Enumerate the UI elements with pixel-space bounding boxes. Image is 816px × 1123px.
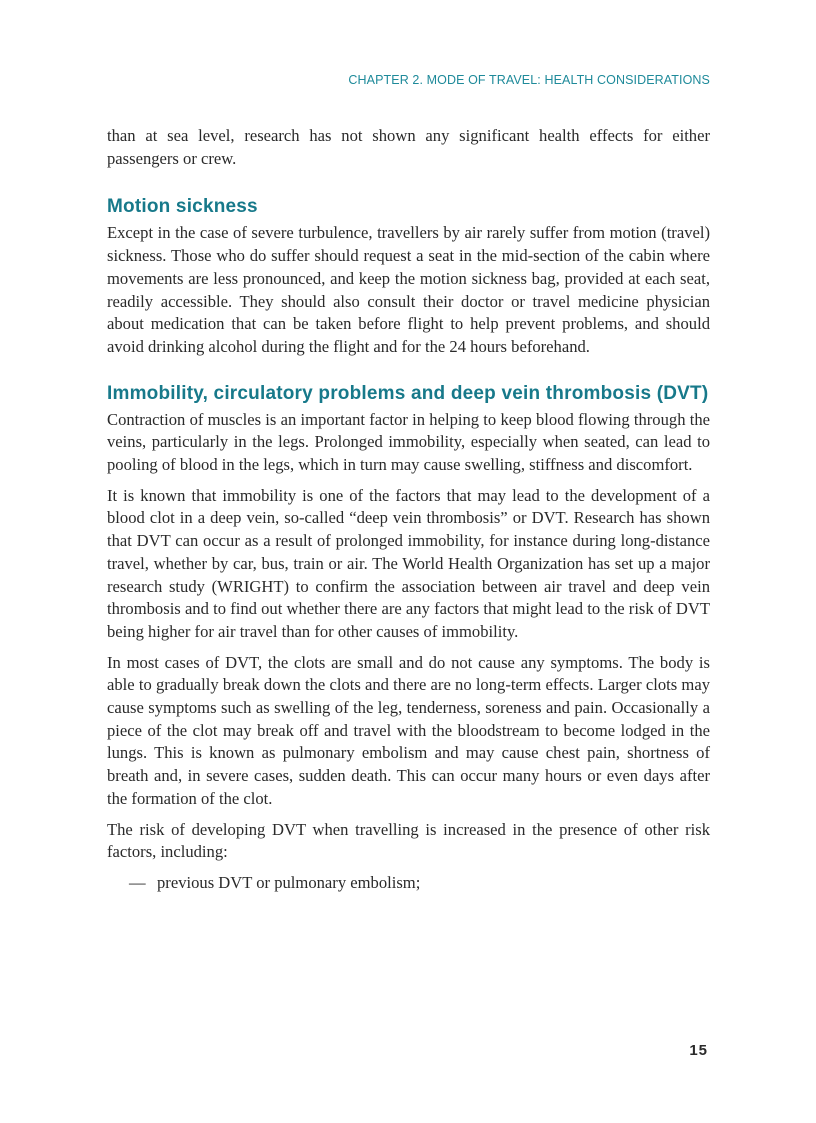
section-heading-dvt: Immobility, circulatory problems and deep vein thrombosis (DVT) [107, 382, 709, 404]
motion-sickness-paragraph: Except in the case of severe turbulence, travellers by air rarely suffer from motion (travel) sickness. Those who do suffer should request a seat in the mid-section of the cabin where movements are less pronounced, and keep the motion sickness bag, provided at each seat, readily accessible. They should also consult their doctor or travel medicine physician about medication that can be taken before flight to help prevent problems, and should avoid drinking alcohol during the flight and for the 24 hours beforehand. [107, 223, 710, 356]
list-item-text: previous DVT or pulmonary embolism; [157, 872, 421, 892]
dvt-paragraph-4: The risk of developing DVT when travelling is increased in the presence of other risk factors, including: [107, 819, 710, 862]
page-number: 15 [689, 1042, 708, 1059]
dvt-paragraph-3: In most cases of DVT, the clots are small and do not cause any symptoms. The body is able to gradually break down the clots and there are no long-term effects. Larger clots may cause symptoms such as swelling of the leg, tenderness, soreness and pain. Occasionally a piece of the clot may break off and travel with the bloodstream to become lodged in the lungs. This is known as pulmonary embolism and may cause chest pain, shortness of breath and, in severe cases, sudden death. This can occur many hours or even days after the formation of the clot. [107, 652, 710, 808]
page-body [107, 125, 710, 895]
running-header: CHAPTER 2. MODE OF TRAVEL: HEALTH CONSIDERATIONS [348, 73, 710, 87]
list-item [107, 872, 710, 895]
dvt-paragraph-1: Contraction of muscles is an important factor in helping to keep blood flowing through the veins, particularly in the legs. Prolonged immobility, especially when seated, can lead to pooling of blood in the legs, which in turn may cause swelling, stiffness and discomfort. [107, 409, 710, 475]
intro-paragraph: than at sea level, research has not shown any significant health effects for either passengers or crew. [107, 126, 710, 168]
section-heading-motion-sickness: Motion sickness [107, 196, 258, 218]
dvt-paragraph-2: It is known that immobility is one of the factors that may lead to the development of a blood clot in a deep vein, so-called “deep vein thrombosis” or DVT. Research has shown that DVT can occur as a result of prolonged immobility, for instance during long-distance travel, whether by car, bus, train or air. The World Health Organization has set up a major research study (WRIGHT) to confirm the association between air travel and deep vein thrombosis and to find out whether there are any factors that might lead to the risk of DVT being higher for air travel than for other causes of immobility. [107, 485, 710, 641]
risk-factor-list [107, 872, 710, 895]
list-dash-marker: — [129, 872, 146, 892]
